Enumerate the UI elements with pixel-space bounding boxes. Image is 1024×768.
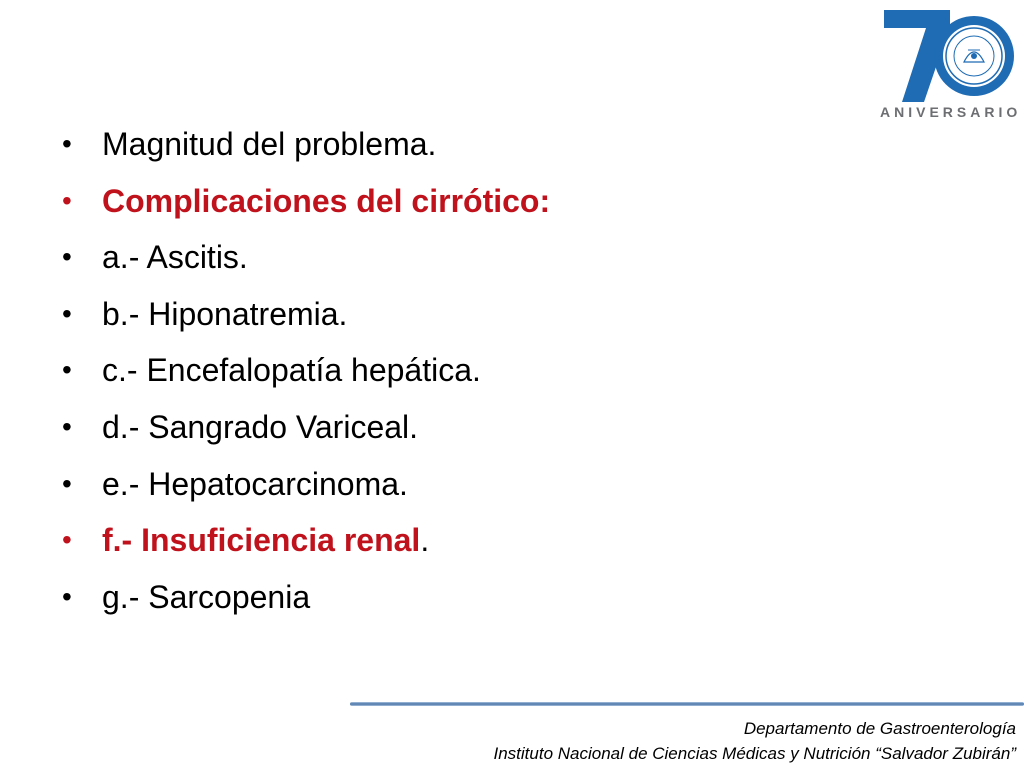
list-item — [62, 342, 550, 399]
list-item-text: a.- Ascitis. — [102, 239, 248, 276]
bullet-dot: • — [62, 354, 72, 386]
bullet-dot: • — [62, 580, 72, 612]
list-item-text: g.- Sarcopenia — [102, 578, 311, 615]
list-item — [62, 456, 550, 513]
footer-institute: Instituto Nacional de Ciencias Médicas y Nutrición “Salvador Zubirán” — [493, 744, 1016, 763]
list-item-text: e.- Hepatocarcinoma. — [102, 465, 408, 502]
list-item — [62, 116, 550, 173]
list-item-text: d.- Sangrado Variceal. — [102, 408, 419, 445]
footer-department: Departamento de Gastroenterología — [743, 719, 1016, 738]
bullet-list — [62, 116, 550, 625]
list-item — [62, 512, 550, 569]
list-item — [62, 399, 550, 456]
list-item — [62, 173, 550, 230]
list-item-highlight: f.- Insuficiencia renal — [102, 522, 421, 559]
bullet-dot: • — [62, 297, 72, 329]
list-item-text: b.- Hiponatremia. — [102, 295, 348, 332]
footer-divider — [350, 702, 1024, 706]
list-item-suffix: . — [420, 522, 430, 559]
seal-center — [971, 53, 977, 59]
bullet-dot: • — [62, 410, 72, 442]
footer — [493, 716, 1016, 766]
bullet-dot: • — [62, 241, 72, 273]
bullet-dot: • — [62, 524, 72, 556]
seventy-logo-icon — [880, 6, 1020, 106]
anniversary-logo — [880, 6, 1020, 124]
bullet-dot: • — [62, 467, 72, 499]
bullet-dot: • — [62, 128, 72, 159]
list-item — [62, 286, 550, 343]
list-item — [62, 569, 550, 626]
list-item-text: c.- Encefalopatía hepática. — [102, 352, 481, 389]
list-item — [62, 229, 550, 286]
logo-caption: ANIVERSARIO — [880, 104, 1022, 120]
bullet-dot: • — [62, 184, 72, 216]
list-item-text: Magnitud del problema. — [102, 126, 437, 162]
list-item-highlight: Complicaciones del cirrótico: — [102, 182, 551, 219]
